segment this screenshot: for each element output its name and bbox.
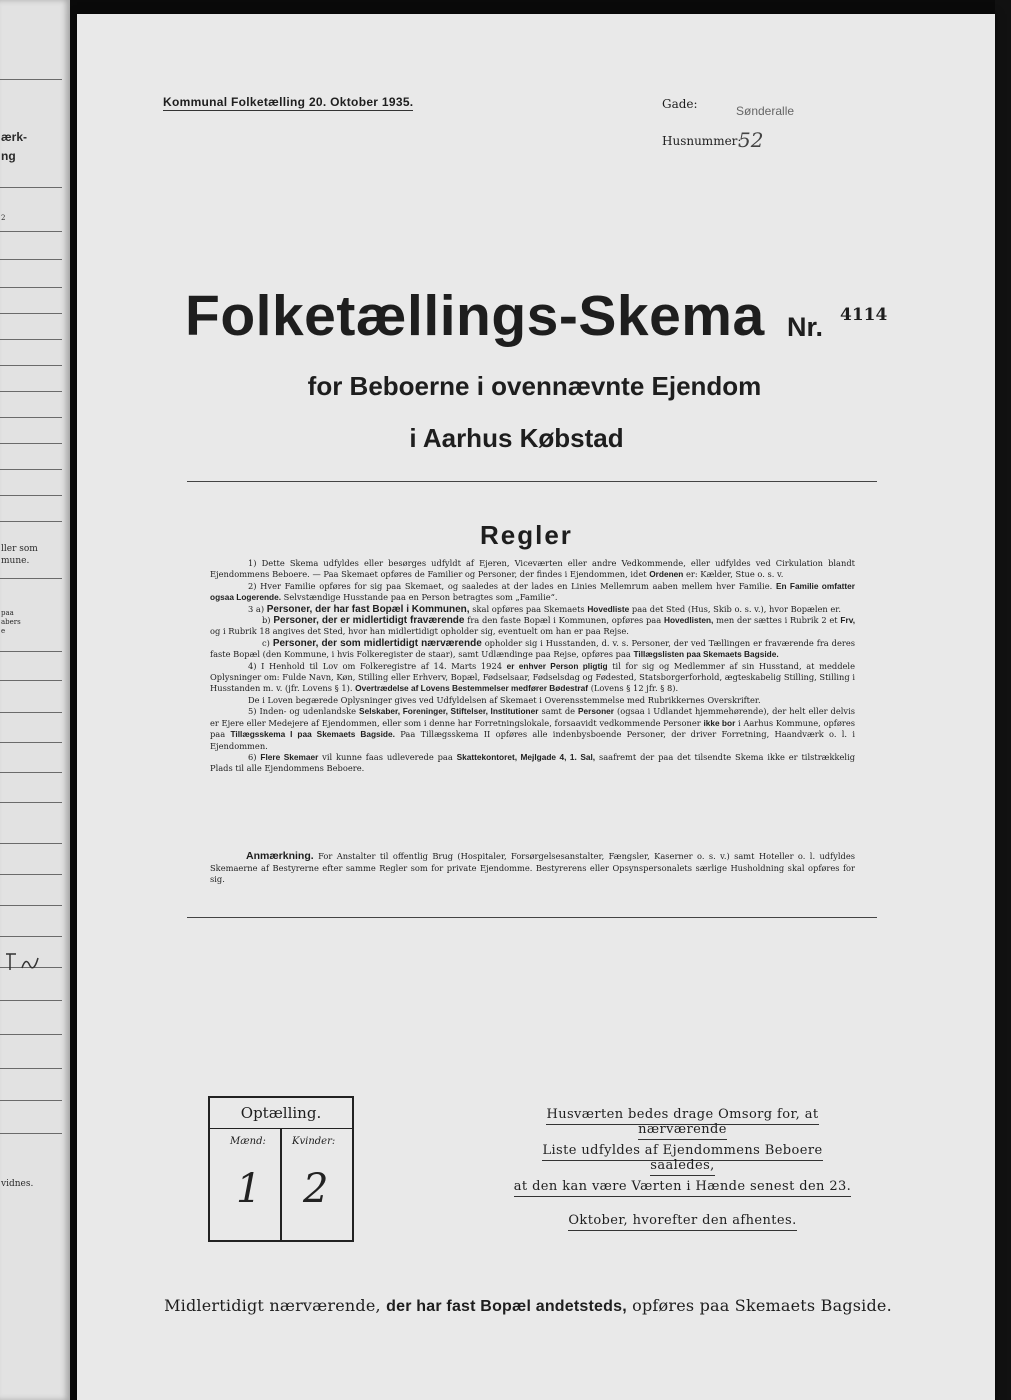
rule-paragraph: c) Personer, der som midlertidigt nærværende opholder sig i Husstanden, d. v. s. Personer, der ved Tællingen er fraværende fra deres faste Bopæl (den Kommune, i hvis Folkeregister de staar), samt Udlændinge paa Rejse, opføres paa Tillægslisten paa Skemaets Bagside. — [210, 637, 856, 660]
footer-note: Midlertidigt nærværende, der har fast Bopæl andetsteds, opføres paa Skemaets Bagside. — [164, 1296, 892, 1315]
count-box — [208, 1096, 354, 1242]
left-page-rule — [0, 1100, 62, 1101]
men-count-value: 1 — [236, 1166, 262, 1212]
left-page-heading-1: ærk- — [1, 130, 28, 144]
left-page-rule — [0, 287, 62, 288]
left-page-rule — [0, 578, 62, 579]
left-page-text: abers — [1, 618, 21, 626]
street-value: Sønderalle — [736, 104, 795, 118]
left-page-rule — [0, 231, 62, 232]
left-page-rule — [0, 259, 62, 260]
left-page-rule — [0, 680, 62, 681]
left-page-small-text: 2 — [1, 214, 6, 222]
scan-edge — [995, 0, 1011, 1400]
census-header: Kommunal Folketælling 20. Oktober 1935. — [163, 95, 414, 109]
left-page-text: vidnes. — [1, 1179, 34, 1189]
remark-label: Anmærkning. — [246, 850, 314, 862]
left-page-rule — [0, 874, 62, 875]
left-page-rule — [0, 469, 62, 470]
men-label: Mænd: — [230, 1136, 266, 1147]
form-subtitle-city: i Aarhus Købstad — [409, 423, 624, 453]
rule-paragraph: De i Loven begærede Oplysninger gives ved Udfyldelsen af Skemaet i Overensstemmelse med Rubrikkernes Overskrifter. — [248, 694, 761, 705]
landlord-note-line: Husværten bedes drage Omsorg for, at nærværende — [510, 1107, 855, 1137]
rule-paragraph: 4) I Henhold til Lov om Folkeregistre af 14. Marts 1924 er enhver Person pligtig til for sig og Medlemmer af sin Husstand, at meddele Oplysninger om: Fulde Navn, Køn, Stilling eller Erhverv, Bopæl, Fødselsaar, Fødselsdag og Fødested, Statsborgerforhold, ægteskabelig Stilling, Stilling i Husstanden m. v. (jfr. Lovens § 1). Overtrædelse af Lovens Bestemmelser medfører Bødestraf (Lovens § 12 jfr. § 8). — [210, 660, 855, 694]
left-facing-page — [0, 0, 70, 1400]
rule-paragraph: 1) Dette Skema udfyldes eller besørges udfyldt af Ejeren, Viceværten eller andre Vedkommende, eller udfyldes ved Cirkulation blandt Ejendommens Beboere. — Paa Skemaet opføres de Familier og Personer, der findes i Ejendommen, idet Ordenen er: Kælder, Stue o. s. v. — [210, 558, 855, 580]
left-page-rule — [0, 802, 62, 803]
count-title: Optælling. — [210, 1098, 352, 1129]
rule-paragraph: 5) Inden- og udenlandske Selskaber, Foreninger, Stiftelser, Institutioner samt de Personer (ogsaa i Udlandet hjemmehørende), der helt eller delvis er Ejere eller Medejere af Ejendommen, eller som i denne har Forretningslokale, forsaavidt vedkommende Personer ikke bor i Aarhus Kommune, opføres paa Tillægsskema I paa Skemaets Bagside. Paa Tillægsskema II opføres alle indenbysboende Personer, der driver Forretning, Haandværk o. l. i Ejendommen. — [210, 706, 856, 751]
left-page-rule — [0, 495, 62, 496]
left-page-rule — [0, 1000, 62, 1001]
left-page-rule — [0, 772, 62, 773]
form-number-value: 4114 — [840, 305, 888, 325]
left-page-rule — [0, 651, 62, 652]
women-count-value: 2 — [303, 1166, 329, 1212]
left-page-rule — [0, 1068, 62, 1069]
street-label: Gade: — [662, 97, 698, 111]
house-number-value: 52 — [738, 128, 764, 152]
left-page-rule — [0, 843, 62, 844]
landlord-note-line: at den kan være Værten i Hænde senest den 23. — [510, 1179, 855, 1194]
left-page-rule — [0, 936, 62, 937]
left-page-text: paa — [1, 609, 14, 617]
divider — [187, 917, 877, 918]
left-page-text: e — [1, 627, 6, 635]
landlord-note-line: Liste udfyldes af Ejendommens Beboere saaledes, — [510, 1143, 855, 1173]
divider — [187, 481, 877, 482]
left-page-rule — [0, 742, 62, 743]
left-page-rule — [0, 365, 62, 366]
rule-paragraph: b) Personer, der er midlertidigt fraværende fra den faste Bopæl i Kommunen, opføres paa Hovedlisten, men der sættes i Rubrik 2 et Frv, og i Rubrik 18 angives det Sted, hvor han midlertidigt opholder sig, eventuelt om han er paa Rejse. — [210, 615, 856, 637]
left-page-heading-2: ng — [1, 149, 16, 163]
form-number-label: Nr. — [787, 312, 824, 342]
form-title: Folketællings-Skema — [185, 284, 765, 348]
left-page-rule — [0, 339, 62, 340]
left-page-rule — [0, 521, 62, 522]
left-page-rule — [0, 712, 62, 713]
left-page-rule — [0, 905, 62, 906]
count-divider — [280, 1129, 282, 1240]
left-page-rule — [0, 187, 62, 188]
remark-text: For Anstalter til offentlig Brug (Hospitaler, Forsørgelsesanstalter, Fængsler, Kaserner o. s. v.) samt Hoteller o. l. udfyldes Skemaerne af Bestyrerne efter samme Regler som for private Ejendomme. Bestyrerens eller Opsynspersonalets særlige Husholdning skal opføres for sig. — [210, 851, 856, 885]
rules-heading: Regler — [480, 520, 573, 550]
rule-paragraph: 3 a) Personer, der har fast Bopæl i Kommunen, skal opføres paa Skemaets Hovedliste paa det Sted (Hus, Skib o. s. v.), hvor Bopælen er. — [248, 603, 841, 615]
left-page-rule — [0, 79, 62, 80]
handwritten-mark — [4, 950, 44, 974]
left-page-rule — [0, 1034, 62, 1035]
remark-note — [210, 851, 855, 886]
rule-paragraph: 2) Hver Familie opføres for sig paa Skemaet, og saaledes at der lades en Linies Mellemrum aaben mellem hver Familie. En Familie omfatter ogsaa Logerende. Selvstændige Husstande paa en Person betragtes som „Familie“. — [210, 580, 855, 603]
left-page-text: mune. — [1, 556, 30, 566]
house-number-label: Husnummer: — [662, 134, 742, 148]
rule-paragraph: 6) Flere Skemaer vil kunne faas udleverede paa Skattekontoret, Mejlgade 4, 1. Sal, saafremt der paa det tilsendte Skema ikke er tilstrækkelig Plads til alle Ejendommens Beboere. — [210, 751, 856, 774]
left-page-rule — [0, 417, 62, 418]
women-label: Kvinder: — [292, 1136, 336, 1147]
landlord-note-line: Oktober, hvorefter den afhentes. — [510, 1213, 855, 1228]
left-page-rule — [0, 313, 62, 314]
left-page-rule — [0, 1133, 62, 1134]
left-page-text: ller som — [1, 544, 38, 554]
form-subtitle: for Beboerne i ovennævnte Ejendom — [307, 371, 762, 401]
rules-text — [210, 558, 855, 775]
